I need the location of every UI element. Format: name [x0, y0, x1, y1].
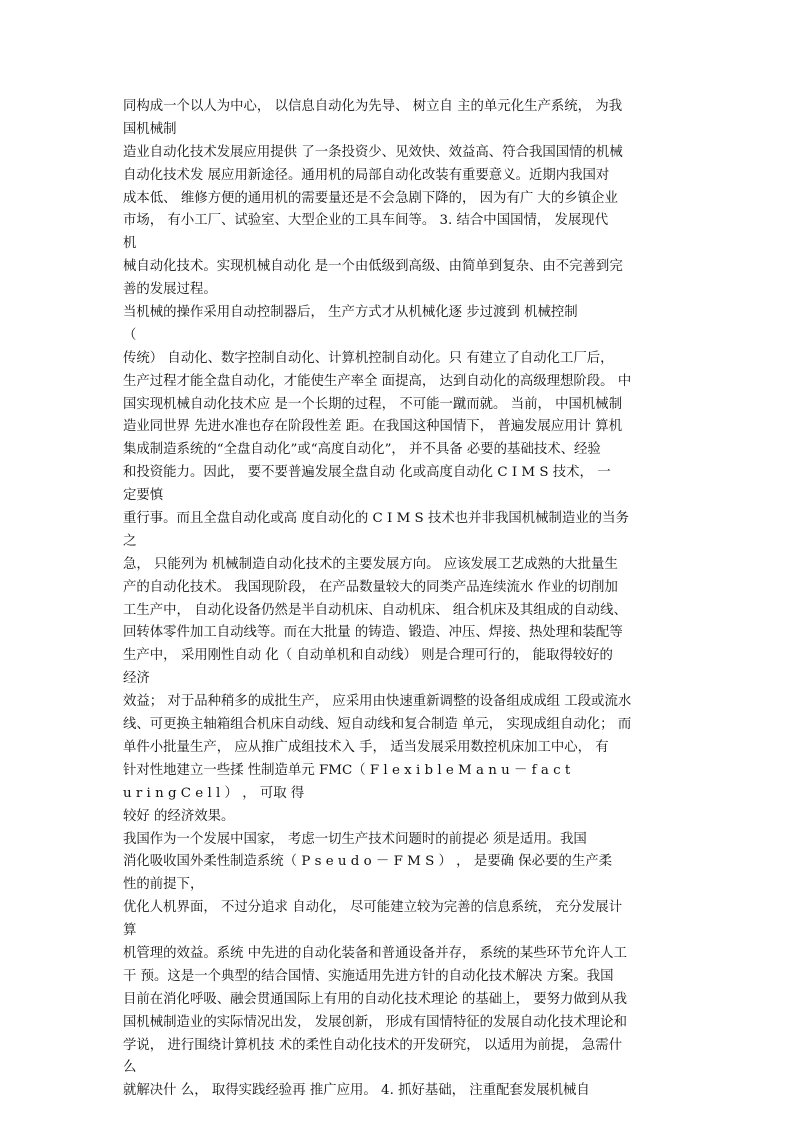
body-text — [123, 96, 683, 1103]
text-line: 造业同世界 先进水准也存在阶段性差 距。在我国这种国情下， 普遍发展应用计 算机 — [123, 419, 623, 435]
text-line: 单件小批量生产， 应从推广成组技术入 手， 适当发展采用数控机床加工中心， 有 — [123, 739, 609, 755]
text-line: 生产中， 采用刚性自动 化（ 自动单机和自动线） 则是合理可行的， 能取得较好的 — [123, 648, 613, 664]
text-line: 急， 只能列为 机械制造自动化技术的主要发展方向。 应该发展工艺成熟的大批量生 — [123, 556, 618, 572]
text-line: 性的前提下， — [123, 877, 204, 893]
text-line: 就解决什 么， 取得实践经验再 推广应用。 4. 抓好基础， 注重配套发展机械自 — [123, 1083, 590, 1099]
text-line: 干 预。这是一个典型的结合国情、实施适用先进方针的自动化技术解决 方案。我国 — [123, 968, 614, 984]
text-line: 目前在消化呼吸、融会贯通国际上有用的自动化技术理论 的基础上， 要努力做到从我 — [123, 991, 627, 1007]
text-line: 重行事。而且全盘自动化或高 度自动化的 C I M S 技术也并非我国机械制造业的当务 — [123, 511, 629, 527]
text-line: 么 — [123, 1060, 137, 1076]
text-line: 回转体零件加工自动线等。而在大批量 的铸造、锻造、冲压、焊接、热处理和装配等 — [123, 625, 623, 641]
text-line: u r i n g C e l l ） ， 可取 得 — [123, 785, 305, 801]
text-line: 机管理的效益。系统 中先进的自动化装备和普通设备并存， 系统的某些环节允许人工 — [123, 945, 627, 961]
text-line: 械自动化技术。实现机械自动化 是一个由低级到高级、由简单到复杂、由不完善到完 — [123, 259, 623, 275]
text-line: 效益； 对于品种稍多的成批生产， 应采用由快速重新调整的设备组成成组 工段或流水 — [123, 694, 632, 710]
text-line: 国机械制 — [123, 121, 177, 137]
text-line: 之 — [123, 533, 137, 549]
text-line: 善的发展过程。 — [123, 282, 217, 298]
text-line: 学说， 进行围绕计算机技 术的柔性自动化技术的开发研究， 以适用为前提， 急需什 — [123, 1037, 623, 1053]
text-line: 较好 的经济效果。 — [123, 808, 235, 824]
text-line: 和投资能力。因此， 要不要普遍发展全盘自动 化或高度自动化 C I M S 技术， 一 — [123, 465, 611, 481]
text-line: 优化人机界面， 不过分追求 自动化， 尽可能建立较为完善的信息系统， 充分发展计 — [123, 900, 623, 916]
text-line: 生产过程才能全盘自动化，才能使生产率全 面提高， 达到自动化的高级理想阶段。 中 — [123, 373, 632, 389]
text-line: 国机械制造业的实际情况出发， 发展创新， 形成有国情特征的发展自动化技术理论和 — [123, 1014, 627, 1030]
text-line: 产的自动化技术。 我国现阶段， 在产品数量较大的同类产品连续流水 作业的切削加 — [123, 579, 618, 595]
text-line: 经济 — [123, 671, 150, 687]
text-line: 工生产中， 自动化设备仍然是半自动机床、自动机床、 组合机床及其组成的自动线、 — [123, 602, 627, 618]
text-line: 机 — [123, 236, 137, 252]
text-line: 算 — [123, 923, 137, 939]
text-line: 造业自动化技术发展应用提供 了一条投资少、见效快、效益高、符合我国国情的机械 — [123, 144, 623, 160]
text-line: 集成制造系统的“全盘自动化”或“高度自动化”， 并不具备 必要的基础技术、经验 — [123, 442, 601, 458]
text-line: 定要慎 — [123, 488, 164, 504]
text-line: 消化吸收国外柔性制造系统（ P s e u d o － F M S ） ， 是要确 保必要的生产柔 — [123, 854, 612, 870]
text-line: 线、可更换主轴箱组合机床自动线、短自动线和复合制造 单元， 实现成组自动化； 而 — [123, 717, 632, 733]
text-line: 针对性地建立一些揉 性制造单元 FMC（ F l e x i b l e M a n u － f a c t — [123, 762, 571, 778]
text-line: 我国作为一个发展中国家， 考虑一切生产技术问题时的前提必 须是适用。我国 — [123, 831, 587, 847]
text-line: 市场， 有小工厂、试验室、大型企业的工具车间等。 3. 结合中国国情， 发展现代 — [123, 213, 609, 229]
text-line: 同构成一个以人为中心， 以信息自动化为先导、 树立自 主的单元化生产系统， 为我 — [123, 99, 623, 114]
text-line: 成本低、 维修方便的通用机的需要量还是不会急剧下降的， 因为有广 大的乡镇企业 — [123, 190, 618, 206]
text-line: （ — [123, 327, 137, 343]
text-line: 当机械的操作采用自动控制器后， 生产方式才从机械化逐 步过渡到 机械控制 — [123, 305, 578, 321]
text-line: 传统） 自动化、数字控制自动化、计算机控制自动化。只 有建立了自动化工厂后， — [123, 350, 614, 366]
text-line: 国实现机械自动化技术应 是一个长期的过程， 不可能一蹴而就。 当前， 中国机械制 — [123, 396, 623, 412]
text-line: 自动化技术发 展应用新途径。通用机的局部自动化改装有重要意义。近期内我国对 — [123, 167, 610, 183]
